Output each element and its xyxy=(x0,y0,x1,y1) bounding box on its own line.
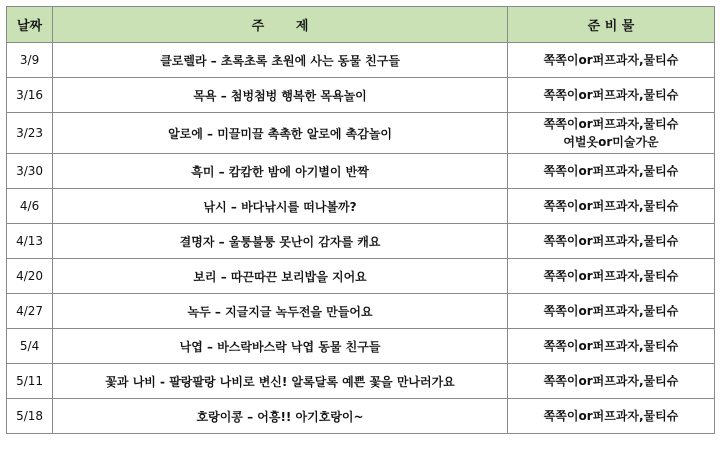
prep-line: 쪽쪽이or퍼프과자,물티슈 xyxy=(543,339,679,353)
row-topic: 호랑이콩 – 어흥!! 아기호랑이~ xyxy=(53,399,508,434)
table-row xyxy=(7,294,715,329)
row-date: 3/30 xyxy=(7,154,53,189)
prep-line: 쪽쪽이or퍼프과자,물티슈 xyxy=(543,374,679,388)
row-prep xyxy=(508,364,715,399)
row-prep xyxy=(508,113,715,154)
row-date: 3/16 xyxy=(7,78,53,113)
row-prep xyxy=(508,329,715,364)
row-topic: 낚시 – 바다낚시를 떠나볼까? xyxy=(53,189,508,224)
row-topic: 목욕 – 첨벙첨벙 행복한 목욕놀이 xyxy=(53,78,508,113)
table-row xyxy=(7,224,715,259)
schedule-table xyxy=(6,6,715,434)
row-topic: 흑미 – 캄캄한 밤에 아기별이 반짝 xyxy=(53,154,508,189)
row-date: 3/23 xyxy=(7,113,53,154)
table-row xyxy=(7,329,715,364)
row-prep xyxy=(508,78,715,113)
row-date: 5/4 xyxy=(7,329,53,364)
row-topic: 녹두 – 지글지글 녹두전을 만들어요 xyxy=(53,294,508,329)
table-row xyxy=(7,259,715,294)
row-topic: 알로에 – 미끌미끌 촉촉한 알로에 촉감놀이 xyxy=(53,113,508,154)
row-prep xyxy=(508,399,715,434)
row-prep xyxy=(508,294,715,329)
header-prep: 준 비 물 xyxy=(508,7,715,43)
header-date: 날짜 xyxy=(7,7,53,43)
header-topic: 주 제 xyxy=(53,7,508,43)
row-prep xyxy=(508,43,715,78)
row-prep xyxy=(508,189,715,224)
table-body xyxy=(7,43,715,434)
row-date: 5/11 xyxy=(7,364,53,399)
row-date: 4/20 xyxy=(7,259,53,294)
prep-line: 쪽쪽이or퍼프과자,물티슈 xyxy=(543,304,679,318)
row-prep xyxy=(508,224,715,259)
header-row xyxy=(7,7,715,43)
prep-line: 쪽쪽이or퍼프과자,물티슈 xyxy=(543,199,679,213)
prep-line: 여벌옷or미술가운 xyxy=(563,135,659,149)
table-row xyxy=(7,43,715,78)
row-topic: 클로렐라 – 초록초록 초원에 사는 동물 친구들 xyxy=(53,43,508,78)
row-prep xyxy=(508,154,715,189)
row-topic: 낙엽 – 바스락바스락 낙엽 동물 친구들 xyxy=(53,329,508,364)
prep-line: 쪽쪽이or퍼프과자,물티슈 xyxy=(543,409,679,423)
table-row xyxy=(7,399,715,434)
row-topic: 꽃과 나비 - 팔랑팔랑 나비로 변신! 알록달록 예쁜 꽃을 만나러가요 xyxy=(53,364,508,399)
row-date: 3/9 xyxy=(7,43,53,78)
prep-line: 쪽쪽이or퍼프과자,물티슈 xyxy=(543,88,679,102)
prep-line: 쪽쪽이or퍼프과자,물티슈 xyxy=(543,164,679,178)
table-row xyxy=(7,154,715,189)
row-date: 4/6 xyxy=(7,189,53,224)
prep-line: 쪽쪽이or퍼프과자,물티슈 xyxy=(543,53,679,67)
table-row xyxy=(7,364,715,399)
table-header xyxy=(7,7,715,43)
prep-line: 쪽쪽이or퍼프과자,물티슈 xyxy=(543,117,679,131)
prep-line: 쪽쪽이or퍼프과자,물티슈 xyxy=(543,269,679,283)
table-row xyxy=(7,113,715,154)
row-date: 5/18 xyxy=(7,399,53,434)
prep-line: 쪽쪽이or퍼프과자,물티슈 xyxy=(543,234,679,248)
table-row xyxy=(7,78,715,113)
table-row xyxy=(7,189,715,224)
row-topic: 결명자 – 울퉁불퉁 못난이 감자를 캐요 xyxy=(53,224,508,259)
row-topic: 보리 – 따끈따끈 보리밥을 지어요 xyxy=(53,259,508,294)
row-prep xyxy=(508,259,715,294)
row-date: 4/13 xyxy=(7,224,53,259)
row-date: 4/27 xyxy=(7,294,53,329)
